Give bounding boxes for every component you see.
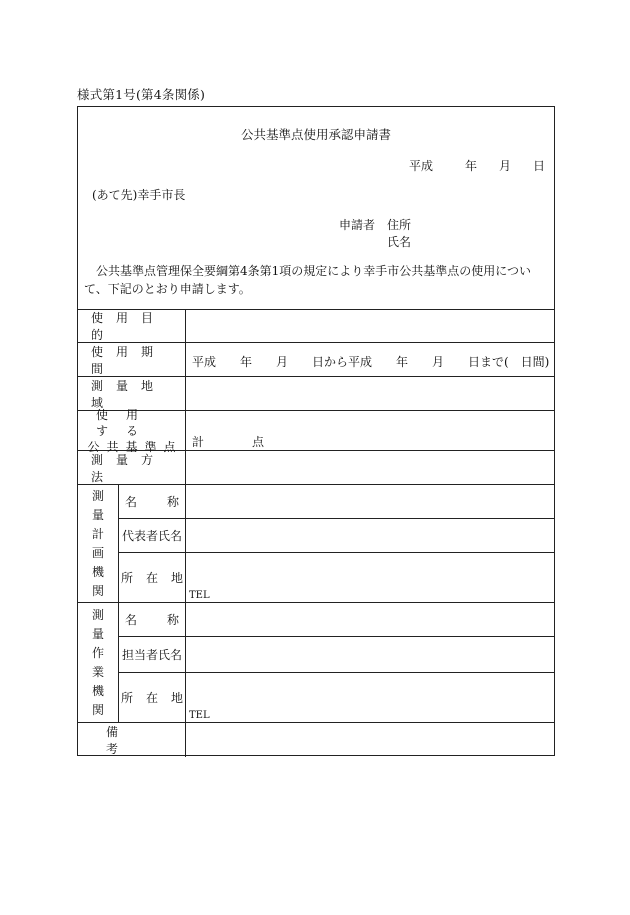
remarks-label: 備考 xyxy=(78,723,186,757)
planning-org-location-row[interactable] xyxy=(119,553,554,603)
applicant-address-field[interactable]: 住所 xyxy=(387,218,412,232)
points-field[interactable] xyxy=(187,411,554,450)
form-header xyxy=(78,107,554,310)
planning-org-location-label: 所在地 xyxy=(119,553,186,602)
date-line xyxy=(409,157,545,174)
method-field[interactable] xyxy=(187,451,554,484)
date-era: 平成 xyxy=(409,159,434,173)
work-org-group-label: 測 量 作 業 機 関 xyxy=(78,603,119,723)
date-year-field[interactable]: 年 xyxy=(465,159,478,173)
application-statement: 公共基準点管理保全要綱第4条第1項の規定により幸手市公共基準点の使用について、下記のとおり申請します。 xyxy=(84,264,532,296)
remarks-field[interactable] xyxy=(187,723,554,757)
work-org-location-row[interactable] xyxy=(119,673,554,723)
points-count-text: 計 点 xyxy=(192,435,265,449)
row-purpose xyxy=(78,309,554,343)
area-label: 測量地域 xyxy=(78,377,186,410)
row-period xyxy=(78,343,554,377)
work-org-name-label: 名称 xyxy=(119,603,186,636)
planning-org-rep-row[interactable] xyxy=(119,519,554,553)
row-points xyxy=(78,407,554,454)
planning-org-name-label: 名称 xyxy=(119,485,186,518)
row-method xyxy=(78,451,554,485)
application-form xyxy=(77,106,555,756)
work-org-name-row[interactable] xyxy=(119,603,554,637)
work-org-location-label: 所在地 xyxy=(119,673,186,722)
purpose-field[interactable] xyxy=(187,309,554,342)
applicant-name-field[interactable]: 氏名 xyxy=(387,235,412,249)
form-title: 公共基準点使用承認申請書 xyxy=(240,127,391,142)
work-org-person-label: 担当者氏名 xyxy=(119,637,186,672)
planning-org-tel-label: TEL xyxy=(189,590,210,601)
period-text: 平成 年 月 日から平成 年 月 日まで( 日間) xyxy=(192,355,550,369)
row-remarks xyxy=(78,723,554,757)
planning-org-rep-label: 代表者氏名 xyxy=(119,519,186,552)
addressee: (あて先)幸手市長 xyxy=(92,188,186,202)
work-org-person-row[interactable] xyxy=(119,637,554,673)
date-day-field[interactable]: 日 xyxy=(533,159,546,173)
planning-org-name-row[interactable] xyxy=(119,485,554,519)
method-label: 測量方法 xyxy=(78,451,186,484)
purpose-label: 使用目的 xyxy=(78,309,186,342)
area-field[interactable] xyxy=(187,377,554,410)
period-label: 使用期間 xyxy=(78,343,186,376)
date-month-field[interactable]: 月 xyxy=(499,159,512,173)
planning-org-group-label: 測 量 計 画 機 関 xyxy=(78,485,119,603)
work-org-tel-label: TEL xyxy=(189,710,210,721)
applicant-label: 申請者 xyxy=(339,218,376,232)
period-field[interactable] xyxy=(187,343,554,376)
points-label: 使用する 公共基準点 xyxy=(78,411,186,450)
form-number-label: 様式第1号(第4条関係) xyxy=(77,87,206,102)
